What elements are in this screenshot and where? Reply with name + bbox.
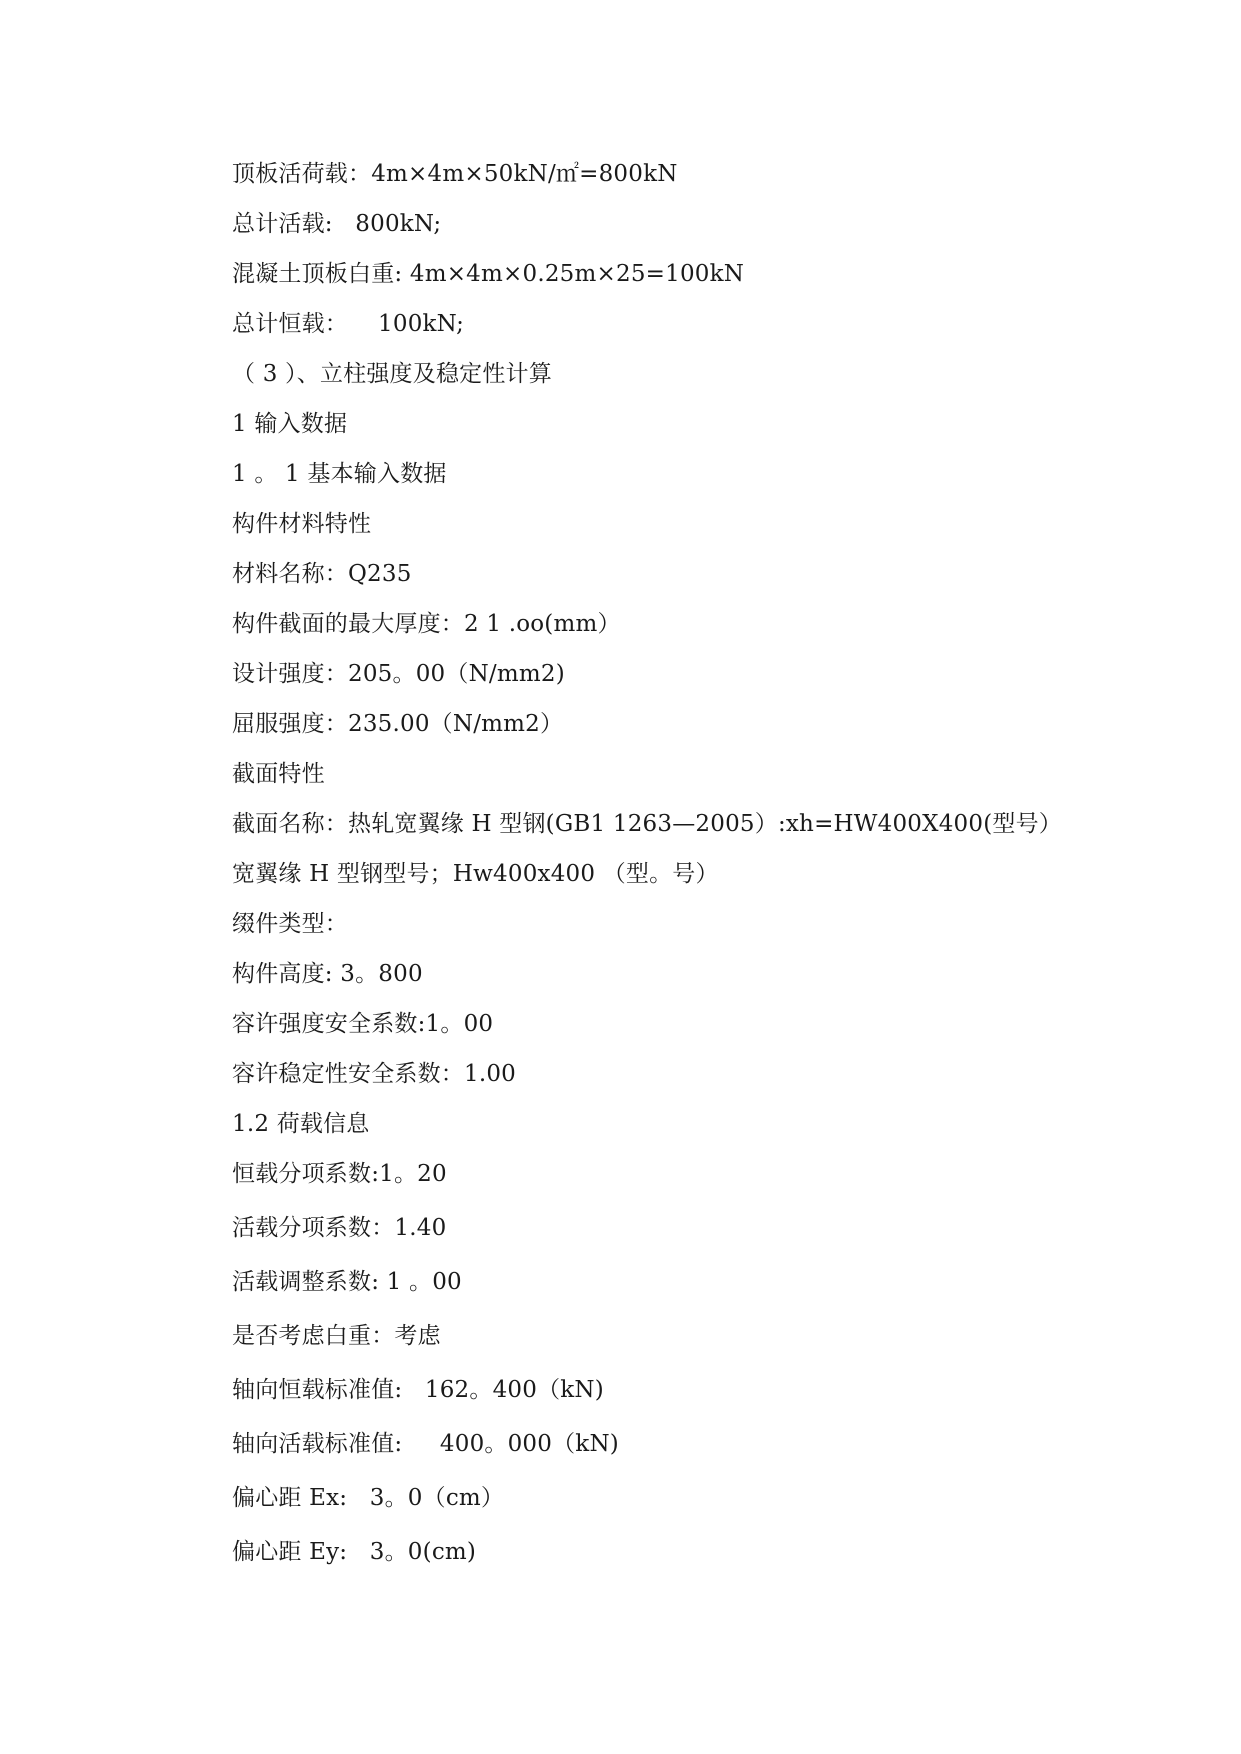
document-body bbox=[232, 160, 1132, 1592]
eccentricity-ey-line: 偏心距 Ey: 3。0(cm) bbox=[232, 1539, 477, 1565]
max-thickness-line: 构件截面的最大厚度：2 1 .oo(mm） bbox=[232, 611, 621, 637]
material-name-line: 材料名称：Q235 bbox=[232, 561, 412, 587]
eccentricity-ex-line: 偏心距 Ex: 3。0（cm） bbox=[232, 1485, 505, 1511]
dead-load-factor-line: 恒载分项系数:1。20 bbox=[232, 1161, 447, 1187]
basic-input-heading: 1 。 1 基本输入数据 bbox=[232, 461, 447, 487]
yield-strength-line: 屈服强度：235.00（N/mm2） bbox=[232, 711, 564, 737]
roof-self-weight-line: 混凝土顶板白重: 4m×4m×0.25m×25=100kN bbox=[232, 261, 745, 287]
roof-live-load-line: 顶板活荷载：4m×4m×50kN/㎡=800kN bbox=[232, 161, 678, 187]
section-heading: （ 3 ）、立柱强度及稳定性计算 bbox=[232, 361, 552, 387]
axial-dead-load-line: 轴向恒载标准值: 162。400（kN) bbox=[232, 1377, 604, 1403]
member-height-line: 构件高度: 3。800 bbox=[232, 961, 423, 987]
live-load-factor-line: 活载分项系数：1.40 bbox=[232, 1215, 447, 1241]
input-data-heading: 1 输入数据 bbox=[232, 411, 348, 437]
section-name-line: 截面名称：热轧宽翼缘 H 型钢(GB1 1263—2005）:xh=HW400X400(型号） bbox=[232, 811, 1062, 837]
lacing-type-line: 缀件类型： bbox=[232, 911, 348, 937]
self-weight-option-line: 是否考虑白重：考虑 bbox=[232, 1323, 441, 1349]
live-load-adjust-factor-line: 活载调整系数: 1 。00 bbox=[232, 1269, 462, 1295]
section-properties-heading: 截面特性 bbox=[232, 761, 325, 787]
material-properties-heading: 构件材料特性 bbox=[232, 511, 372, 537]
total-live-load-line: 总计活载: 800kN; bbox=[232, 211, 442, 237]
h-beam-model-line: 宽翼缘 H 型钢型号；Hw400x400 （型。号） bbox=[232, 861, 719, 887]
design-strength-line: 设计强度：205。00（N/mm2) bbox=[232, 661, 565, 687]
load-info-heading: 1.2 荷载信息 bbox=[232, 1111, 370, 1137]
stability-safety-factor-line: 容许稳定性安全系数：1.00 bbox=[232, 1061, 517, 1087]
axial-live-load-line: 轴向活载标准值: 400。000（kN) bbox=[232, 1431, 619, 1457]
strength-safety-factor-line: 容许强度安全系数:1。00 bbox=[232, 1011, 494, 1037]
total-dead-load-line: 总计恒载： 100kN; bbox=[232, 311, 465, 337]
